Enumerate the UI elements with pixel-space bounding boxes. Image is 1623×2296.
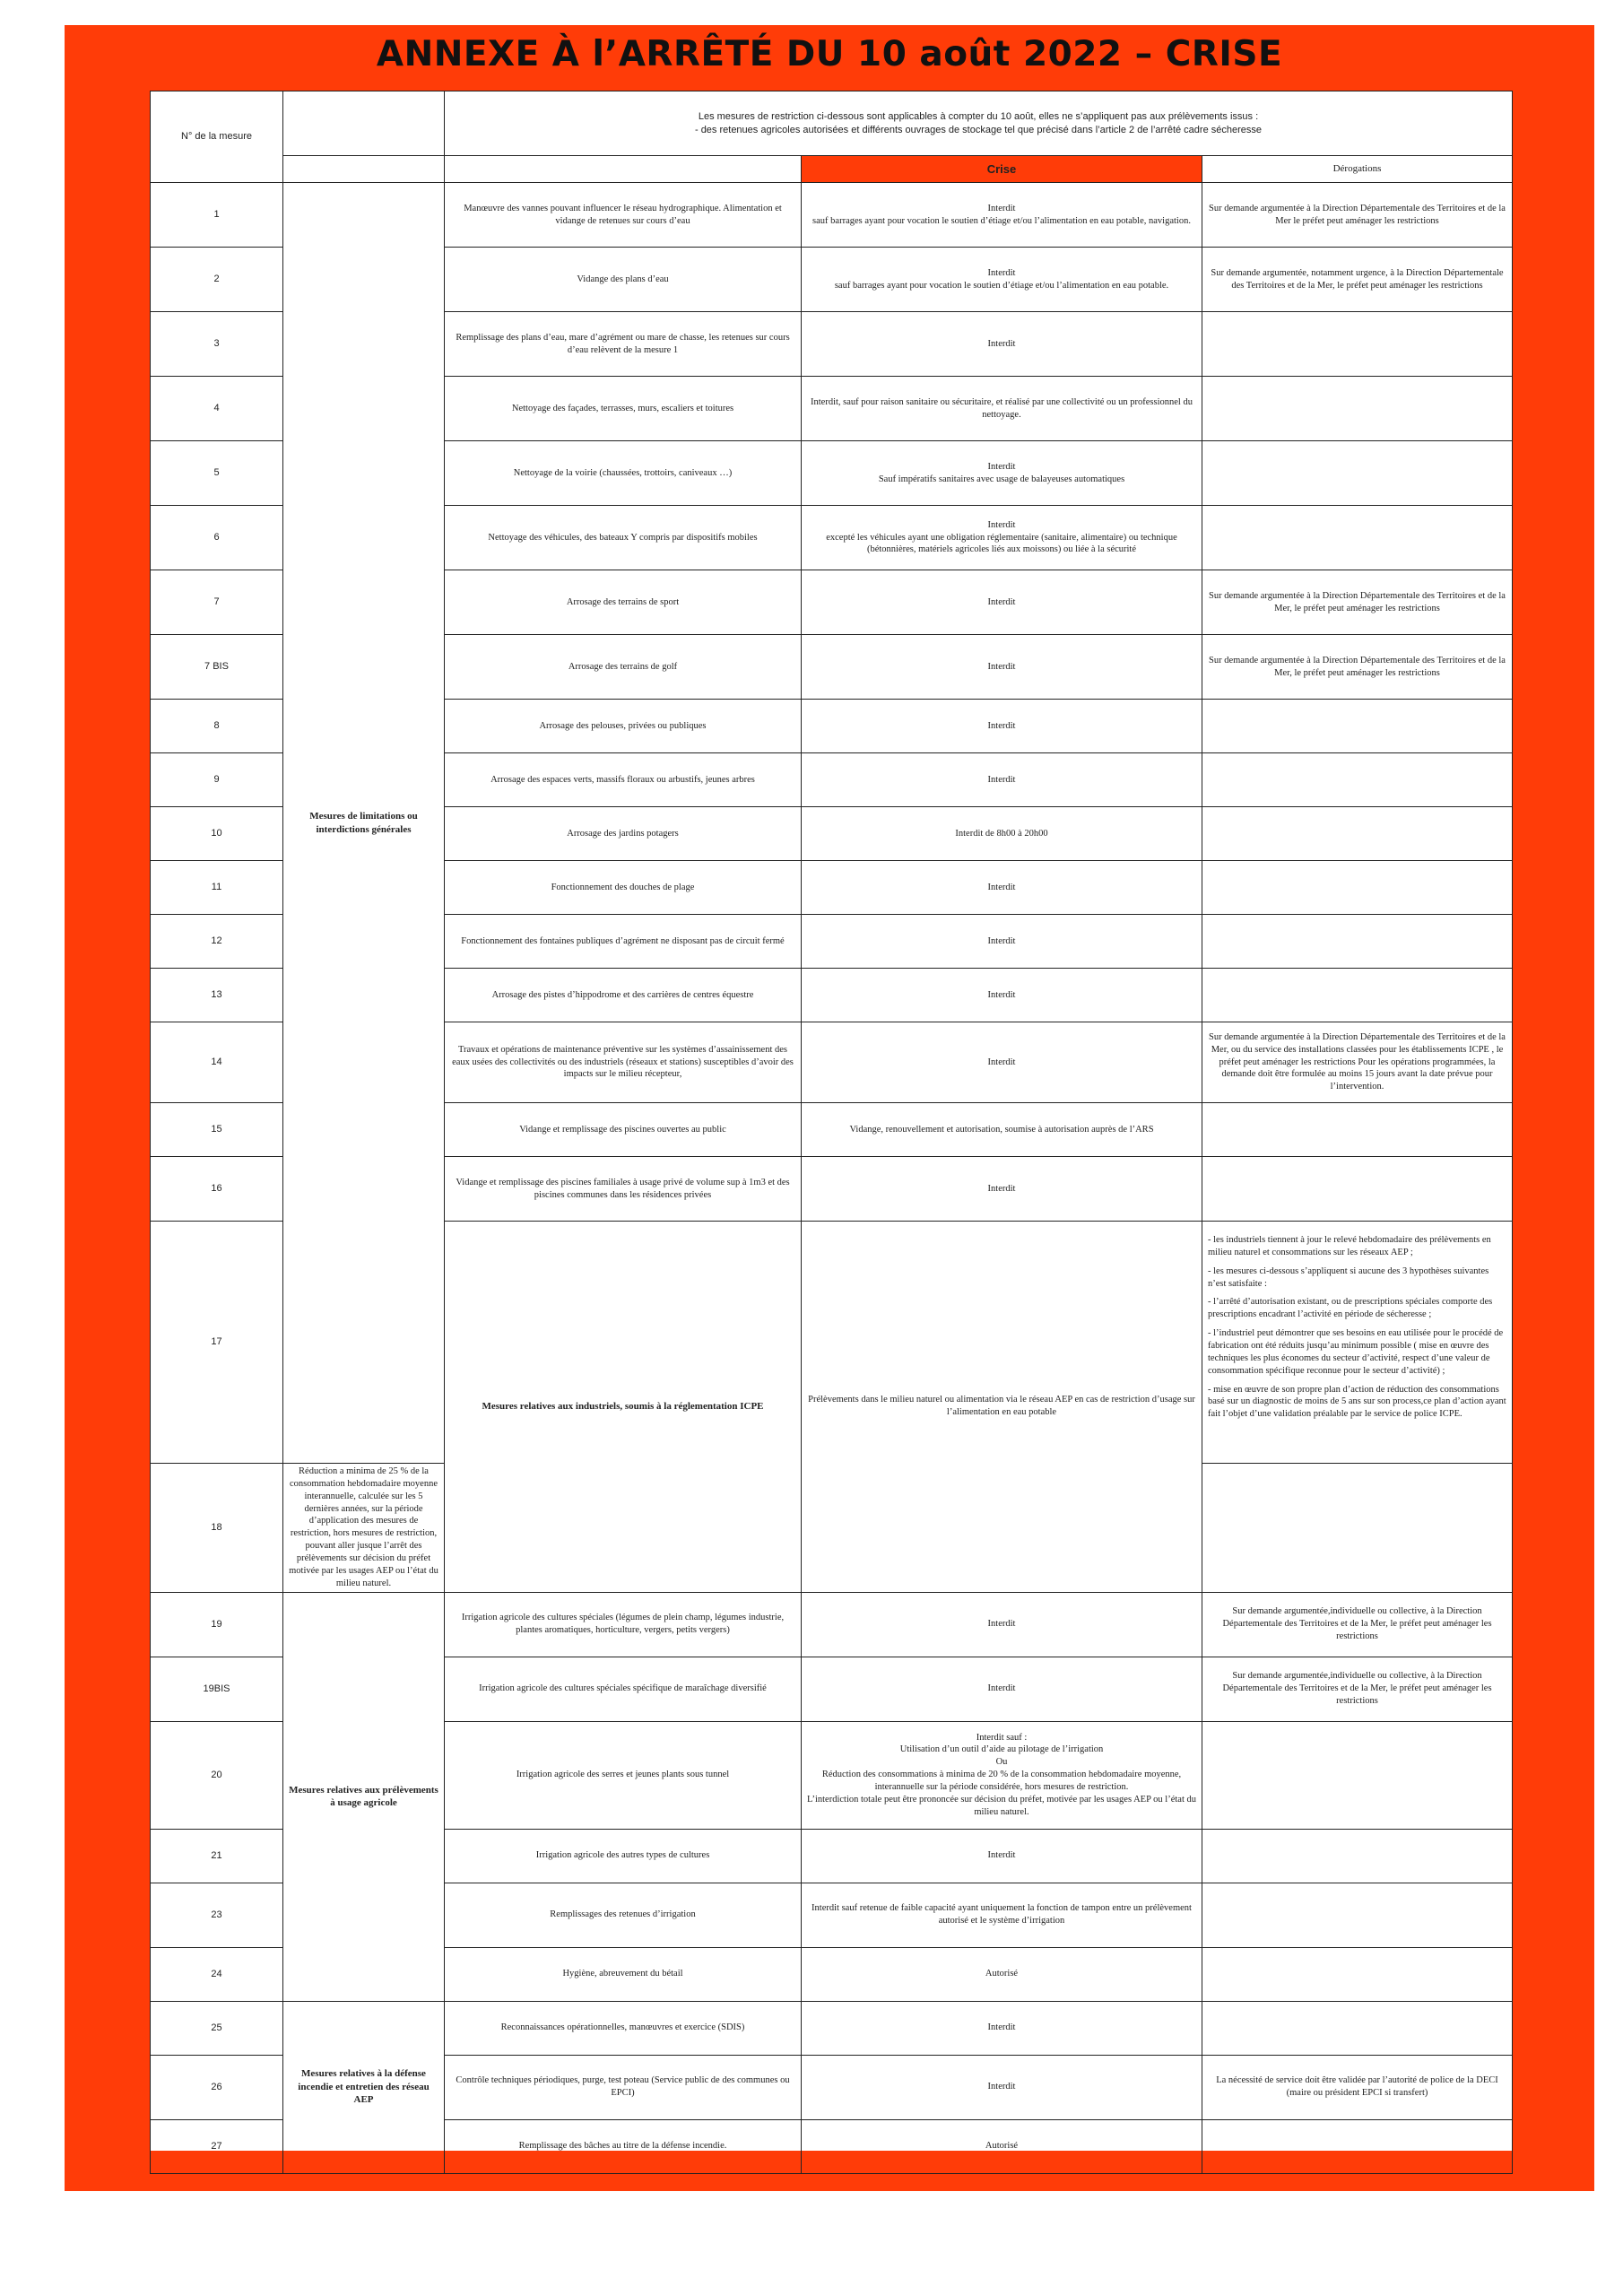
measure-number: 6 (151, 506, 283, 570)
crise-line: Ou (995, 1757, 1008, 1768)
page-title: ANNEXE À l’ARRÊTÉ DU 10 août 2022 – CRISE (376, 34, 1283, 74)
measure-description: Arrosage des espaces verts, massifs floraux ou arbustifs, jeunes arbres (445, 753, 802, 807)
measure-description: Travaux et opérations de maintenance préventive sur les systèmes d’assainissement des eaux usées des collectivités ou des industriels (réseaux et stations) susceptibles d’avoir des impacts sur le milieu récepteur, (445, 1022, 802, 1103)
blank-header-2 (283, 156, 445, 183)
intro-cell (445, 91, 1513, 156)
measure-description: Remplissages des retenues d’irrigation (445, 1883, 802, 1947)
intro-line-1: Les mesures de restriction ci-dessous sont applicables à compter du 10 août, elles ne s’appliquent pas aux prélèvements issus : (698, 110, 1259, 122)
derogation-cell: Sur demande argumentée à la Direction Départementale des Territoires et de la Mer, le préfet peut aménager les restrictions (1202, 635, 1513, 700)
measure-number: 21 (151, 1829, 283, 1883)
crise-main: Interdit (987, 461, 1016, 472)
crise-cell (802, 377, 1202, 441)
derogation-cell (1202, 1464, 1513, 1593)
crise-main: Interdit (987, 2082, 1016, 2092)
crise-main: Interdit (987, 1183, 1016, 1194)
crise-main: Interdit (987, 661, 1016, 672)
derogation-cell: Sur demande argumentée,individuelle ou collective, à la Direction Départementale des Territoires et de la Mer, le préfet peut aménager les restrictions (1202, 1592, 1513, 1657)
crise-cell (802, 183, 1202, 248)
blank-header (283, 91, 445, 156)
derogation-cell: Sur demande argumentée à la Direction Départementale des Territoires et de la Mer le préfet peut aménager les restrictions (1202, 183, 1513, 248)
crise-detail: sauf barrages ayant pour vocation le soutien d’étiage et/ou l’alimentation en eau potable, navigation. (812, 215, 1191, 226)
measure-description: Remplissage des bâches au titre de la défense incendie. (445, 2119, 802, 2173)
measure-description: Irrigation agricole des serres et jeunes plants sous tunnel (445, 1721, 802, 1829)
measure-description: Prélèvements dans le milieu naturel ou alimentation via le réseau AEP en cas de restriction d’usage sur l’alimentation en eau potable (802, 1222, 1202, 1593)
derogation-cell: Sur demande argumentée,individuelle ou collective, à la Direction Départementale des Territoires et de la Mer, le préfet peut aménager les restrictions (1202, 1657, 1513, 1721)
crise-list-item: - les industriels tiennent à jour le relevé hebdomadaire des prélèvements en milieu naturel et consommations sur les réseaux AEP ; (1208, 1235, 1491, 1257)
measure-description: Fonctionnement des douches de plage (445, 861, 802, 915)
derogation-cell (1202, 700, 1513, 753)
crise-cell (802, 2001, 1202, 2055)
measure-description: Nettoyage des façades, terrasses, murs, escaliers et toitures (445, 377, 802, 441)
measure-description: Irrigation agricole des cultures spéciales spécifique de maraîchage diversifié (445, 1657, 802, 1721)
measure-number: 23 (151, 1883, 283, 1947)
measure-number: 3 (151, 312, 283, 377)
blank-header-3 (445, 156, 802, 183)
crise-main: Autorisé (985, 1969, 1019, 1979)
crise-main: Vidange, renouvellement et autorisation, soumise à autorisation auprès de l’ARS (849, 1124, 1154, 1135)
crise-main: Interdit (987, 2022, 1016, 2033)
crise-detail: Sauf impératifs sanitaires avec usage de balayeuses automatiques (878, 474, 1125, 484)
derogation-cell (1202, 1947, 1513, 2001)
measure-description: Arrosage des terrains de golf (445, 635, 802, 700)
crise-main: Interdit (987, 1683, 1016, 1694)
measures-table (150, 91, 1513, 2174)
measure-number: 11 (151, 861, 283, 915)
crise-header: Crise (802, 156, 1202, 183)
derogation-cell (1202, 2119, 1513, 2173)
table-area (150, 91, 1512, 2151)
derogation-cell: Sur demande argumentée à la Direction Départementale des Territoires et de la Mer, ou du service des installations classées pour les établissements ICPE , le préfet peut aménager les restrictions Pour les opérations programmées, la demande doit être formulée au moins 15 jours avant la date prévue pour l’intervention. (1202, 1022, 1513, 1103)
crise-cell (802, 807, 1202, 861)
crise-cell (802, 753, 1202, 807)
crise-cell (802, 1721, 1202, 1829)
derogation-cell (1202, 2001, 1513, 2055)
crise-cell (1202, 1222, 1513, 1464)
crise-main: Interdit (987, 203, 1016, 213)
measure-number: 14 (151, 1022, 283, 1103)
measure-number: 7 BIS (151, 635, 283, 700)
crise-cell (802, 1103, 1202, 1157)
measure-description: Nettoyage des véhicules, des bateaux Y compris par dispositifs mobiles (445, 506, 802, 570)
crise-main: Interdit de 8h00 à 20h00 (955, 828, 1048, 839)
crise-cell (802, 1829, 1202, 1883)
crise-detail: excepté les véhicules ayant une obligation réglementaire (sanitaire, alimentaire) ou technique (bétonnières, matériels agricoles liés aux moissons) ou liée à la sécurité (826, 532, 1177, 555)
intro-line-2: - des retenues agricoles autorisées et différents ouvrages de stockage tel que précisé dans l’article 2 de l’arrêté cadre sécheresse (694, 124, 1263, 135)
crise-cell (802, 570, 1202, 635)
measure-description: Nettoyage de la voirie (chaussées, trottoirs, caniveaux …) (445, 441, 802, 506)
crise-main: Interdit (987, 989, 1016, 1000)
measure-number: 18 (151, 1464, 283, 1593)
measure-number: 27 (151, 2119, 283, 2173)
measure-description: Fonctionnement des fontaines publiques d’agrément ne disposant pas de circuit fermé (445, 915, 802, 969)
derogation-cell (1202, 1829, 1513, 1883)
derogation-cell (1202, 1883, 1513, 1947)
measure-number: 10 (151, 807, 283, 861)
orange-frame (65, 25, 1594, 2191)
crise-main: Interdit (987, 267, 1016, 278)
measure-description: Arrosage des terrains de sport (445, 570, 802, 635)
derogations-header: Dérogations (1202, 156, 1513, 183)
crise-list-item: - les mesures ci-dessous s’appliquent si aucune des 3 hypothèses suivantes n’est satisfaite : (1208, 1265, 1489, 1289)
measure-number: 16 (151, 1157, 283, 1222)
measure-number: 25 (151, 2001, 283, 2055)
measure-description: Vidange et remplissage des piscines familiales à usage privé de volume sup à 1m3 et des piscines communes dans les résidences privées (445, 1157, 802, 1222)
measure-description: Hygiène, abreuvement du bétail (445, 1947, 802, 2001)
derogation-cell: La nécessité de service doit être validée par l’autorité de police de la DECI (maire ou président EPCI si transfert) (1202, 2055, 1513, 2119)
derogation-cell (1202, 969, 1513, 1022)
crise-list-item: - l’industriel peut démontrer que ses besoins en eau utilisée pour le procédé de fabrication ont été réduits jusqu’au minimum possible ( mise en œuvre des techniques les plus économes du secteur d’activité, respect d’une valeur de consommation spécifique reconnue pour le secteur d’activité) ; (1208, 1328, 1504, 1376)
measure-description: Arrosage des pelouses, privées ou publiques (445, 700, 802, 753)
crise-line: Interdit sauf : (976, 1732, 1028, 1743)
crise-main: Interdit (987, 935, 1016, 946)
table-row (151, 1592, 1513, 1657)
crise-cell (802, 635, 1202, 700)
table-row (151, 2001, 1513, 2055)
crise-main: Interdit (987, 1850, 1016, 1861)
derogation-cell (1202, 377, 1513, 441)
derogation-cell (1202, 1721, 1513, 1829)
crise-cell (802, 1883, 1202, 1947)
category-cell: Mesures relatives à la défense incendie et entretien des réseau AEP (283, 2001, 445, 2173)
crise-line: Réduction des consommations à minima de 20 % de la consommation hebdomadaire moyenne, interannuelle sur la période considérée, hors mesures de restriction. (821, 1770, 1182, 1793)
crise-detail: sauf barrages ayant pour vocation le soutien d’étiage et/ou l’alimentation en eau potable. (834, 280, 1169, 291)
measure-number: 2 (151, 248, 283, 312)
measure-number: 7 (151, 570, 283, 635)
derogation-cell (1202, 807, 1513, 861)
measure-number: 8 (151, 700, 283, 753)
measure-number: 5 (151, 441, 283, 506)
crise-cell (802, 441, 1202, 506)
measure-number: 15 (151, 1103, 283, 1157)
crise-main: Interdit (987, 338, 1016, 349)
measure-number: 12 (151, 915, 283, 969)
measure-number: 19 (151, 1592, 283, 1657)
crise-cell (802, 861, 1202, 915)
crise-list-item: - l’arrêté d’autorisation existant, ou de prescriptions spéciales comporte des prescriptions encadrant l’activité en période de sécheresse ; (1208, 1297, 1493, 1320)
crise-cell (802, 969, 1202, 1022)
measure-number: 1 (151, 183, 283, 248)
crise-cell (802, 312, 1202, 377)
crise-list-item: - mise en œuvre de son propre plan d’action de réduction des consommations basé sur un diagnostic de moins de 5 ans sur son process,ce plan d’action ayant fait l’objet d’une validation préalable par le service de police ICPE. (1208, 1384, 1506, 1420)
derogation-cell: Sur demande argumentée à la Direction Départementale des Territoires et de la Mer, le préfet peut aménager les restrictions (1202, 570, 1513, 635)
measure-description: Manœuvre des vannes pouvant influencer le réseau hydrographique. Alimentation et vidange de retenues sur cours d’eau (445, 183, 802, 248)
crise-cell (802, 915, 1202, 969)
crise-cell (802, 700, 1202, 753)
measure-number: 9 (151, 753, 283, 807)
crise-main: Interdit (987, 519, 1016, 530)
measure-description: Remplissage des plans d’eau, mare d’agrément ou mare de chasse, les retenues sur cours d’eau relèvent de la mesure 1 (445, 312, 802, 377)
crise-main: Interdit (987, 720, 1016, 731)
crise-cell (802, 1157, 1202, 1222)
crise-cell (802, 1592, 1202, 1657)
derogation-cell (1202, 915, 1513, 969)
crise-cell (802, 2119, 1202, 2173)
measure-description: Arrosage des pistes d’hippodrome et des carrières de centres équestre (445, 969, 802, 1022)
measure-number: 20 (151, 1721, 283, 1829)
measure-description: Irrigation agricole des cultures spéciales (légumes de plein champ, légumes industrie, plantes aromatiques, horticulture, vergers, petits vergers) (445, 1592, 802, 1657)
derogation-cell (1202, 1103, 1513, 1157)
crise-main: Interdit (987, 596, 1016, 607)
crise-main: Interdit sauf retenue de faible capacité ayant uniquement la fonction de tampon entre un prélèvement autorisé et le système d’irrigation (812, 1903, 1192, 1926)
crise-main: Interdit (987, 774, 1016, 785)
crise-cell (802, 506, 1202, 570)
crise-main: Interdit, sauf pour raison sanitaire ou sécuritaire, et réalisé par une collectivité ou un professionnel du nettoyage. (811, 396, 1193, 420)
measure-number: 13 (151, 969, 283, 1022)
num-header: N° de la mesure (151, 91, 283, 183)
measure-number: 17 (151, 1222, 283, 1464)
category-cell: Mesures relatives aux prélèvements à usage agricole (283, 1592, 445, 2001)
measure-description: Irrigation agricole des autres types de cultures (445, 1829, 802, 1883)
crise-line: Utilisation d’un outil d’aide au pilotage de l’irrigation (899, 1744, 1104, 1755)
crise-cell (802, 1022, 1202, 1103)
measure-description: Arrosage des jardins potagers (445, 807, 802, 861)
crise-cell (802, 2055, 1202, 2119)
crise-main: Interdit (987, 882, 1016, 892)
crise-cell (802, 248, 1202, 312)
derogation-cell: Sur demande argumentée, notamment urgence, à la Direction Départementale des Territoires et de la Mer, le préfet peut aménager les restrictions (1202, 248, 1513, 312)
category-cell: Mesures relatives aux industriels, soumis à la réglementation ICPE (445, 1222, 802, 1593)
measure-number: 24 (151, 1947, 283, 2001)
derogation-cell (1202, 441, 1513, 506)
measure-description: Vidange des plans d’eau (445, 248, 802, 312)
crise-cell (802, 1947, 1202, 2001)
header-row (151, 91, 1513, 156)
derogation-cell (1202, 312, 1513, 377)
measure-number: 4 (151, 377, 283, 441)
crise-main: Interdit (987, 1057, 1016, 1067)
measure-number: 26 (151, 2055, 283, 2119)
measure-description: Reconnaissances opérationnelles, manœuvres et exercice (SDIS) (445, 2001, 802, 2055)
category-cell: Mesures de limitations ou interdictions générales (283, 183, 445, 1464)
column-header-row (151, 156, 1513, 183)
crise-line: L’interdiction totale peut être prononcée sur décision du préfet, motivée par les usages AEP ou l’état du milieu naturel. (807, 1794, 1196, 1817)
measure-description: Vidange et remplissage des piscines ouvertes au public (445, 1103, 802, 1157)
crise-main: Autorisé (985, 2141, 1019, 2152)
crise-main: Interdit (987, 1619, 1016, 1630)
crise-cell (802, 1657, 1202, 1721)
derogation-cell (1202, 861, 1513, 915)
derogation-cell (1202, 753, 1513, 807)
derogation-cell (1202, 506, 1513, 570)
measure-description: Contrôle techniques périodiques, purge, test poteau (Service public de des communes ou EPCI) (445, 2055, 802, 2119)
measure-number: 19BIS (151, 1657, 283, 1721)
derogation-cell (1202, 1157, 1513, 1222)
crise-cell: Réduction a minima de 25 % de la consommation hebdomadaire moyenne interannuelle, calculée sur les 5 dernières années, sur la période d’application des mesures de restriction, hors mesures de restriction, pouvant aller jusque l’arrêt des prélèvements sur décision du préfet motivée par les usages AEP ou l’état du milieu naturel. (283, 1464, 445, 1593)
table-row (151, 183, 1513, 248)
